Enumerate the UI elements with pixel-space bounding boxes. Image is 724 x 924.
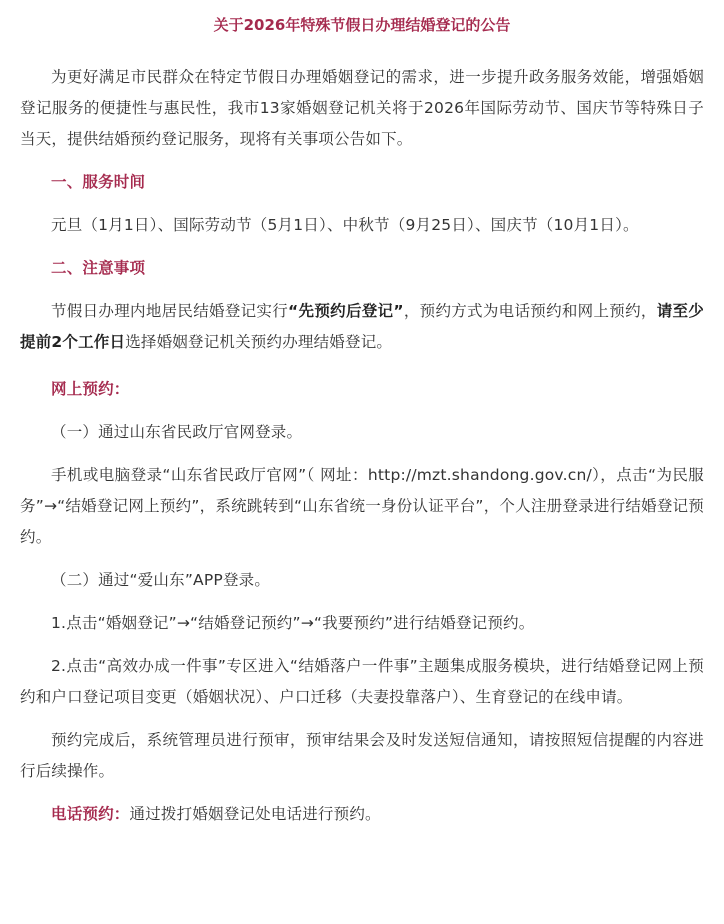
phone-booking-text: 通过拨打婚姻登记处电话进行预约。 [129, 805, 381, 823]
notes-text-3: 选择婚姻登记机关预约办理结婚登记。 [125, 333, 393, 351]
service-time-paragraph: 元旦（1月1日）、国际劳动节（5月1日）、中秋节（9月25日）、国庆节（10月1日）。 [51, 216, 639, 234]
notes-paragraph [20, 296, 704, 358]
intro-paragraph: 为更好满足市民群众在特定节假日办理婚姻登记的需求，进一步提升政务服务效能，增强婚姻登记服务的便捷性与惠民性，我市13家婚姻登记机关将于2026年国际劳动节、国庆节等特殊日子当天，提供结婚预约登记服务，现将有关事项公告如下。 [20, 68, 704, 148]
notes-emphasis-2: 请至少提前2个工作日 [20, 302, 704, 351]
app-step-1: 1.点击“婚姻登记”→“结婚登记预约”→“我要预约”进行结婚登记预约。 [51, 614, 535, 632]
online-sub-heading-1: （一）通过山东省民政厅官网登录。 [51, 423, 303, 441]
phone-booking-label: 电话预约： [51, 805, 130, 823]
app-step-2: 2.点击“高效办成一件事”专区进入“结婚落户一件事”主题集成服务模块，进行结婚登记网上预约和户口登记项目变更（婚姻状况）、户口迁移（夫妻投靠落户）、生育登记的在线申请。 [20, 657, 704, 706]
notes-text-2: ，预约方式为电话预约和网上预约， [403, 302, 657, 320]
section-heading-notes: 二、注意事项 [51, 259, 146, 277]
section-heading-service-time: 一、服务时间 [51, 173, 146, 191]
phone-booking-paragraph [20, 799, 704, 830]
after-booking-paragraph: 预约完成后，系统管理员进行预审，预审结果会及时发送短信通知，请按照短信提醒的内容进行后续操作。 [20, 731, 704, 780]
notes-text-1: 节假日办理内地居民结婚登记实行 [51, 302, 289, 320]
page-title: 关于2026年特殊节假日办理结婚登记的公告 [213, 16, 511, 34]
notes-emphasis-1: “先预约后登记” [288, 302, 404, 320]
online-booking-heading: 网上预约： [51, 380, 130, 398]
online-sub1-paragraph: 手机或电脑登录“山东省民政厅官网”（ 网址：http://mzt.shandong.gov.cn/），点击“为民服务”→“结婚登记网上预约”，系统跳转到“山东省统一身份认证平台”，个人注册登录进行结婚登记预约。 [20, 466, 704, 546]
online-sub-heading-2: （二）通过“爱山东”APP登录。 [51, 571, 271, 589]
